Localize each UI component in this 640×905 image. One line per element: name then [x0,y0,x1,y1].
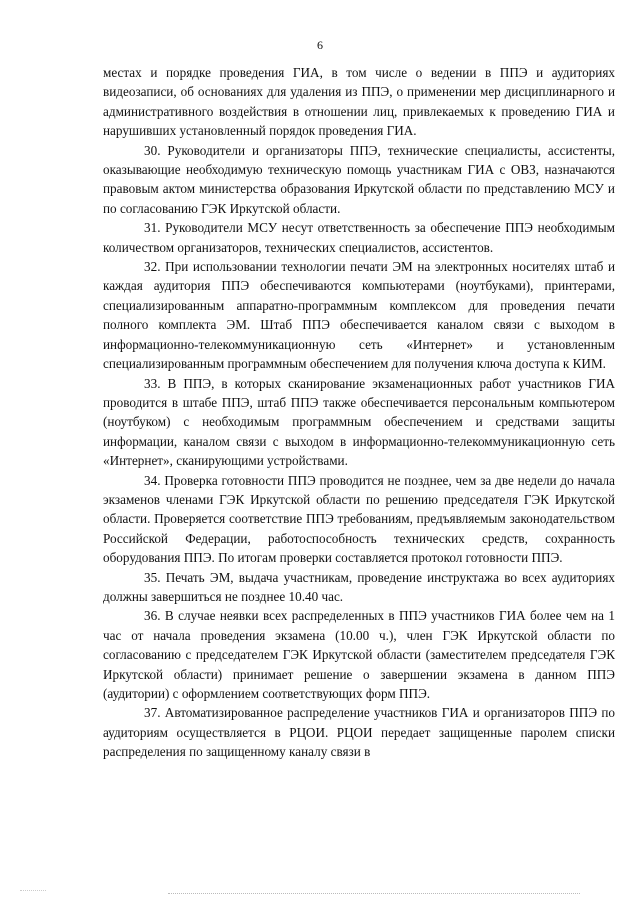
footer-scan-line [168,893,580,894]
paragraph-31: 31. Руководители МСУ несут ответственность за обеспечение ППЭ необходимым количеством организаторов, технических специалистов, ассистентов. [103,220,615,255]
paragraph-33: 33. В ППЭ, в которых сканирование экзаменационных работ участников ГИА проводится в штабе ППЭ, штаб ППЭ также обеспечивается персональным компьютером (ноутбуком) с необходимым программным обеспечением и средствами защиты информации, каналом связи с выходом в информационно-телекоммуникационную сеть «Интернет», сканирующими устройствами. [103,375,615,469]
scan-artifact [20,890,46,891]
paragraph-continuation: местах и порядке проведения ГИА, в том числе о ведении в ППЭ и аудиториях видеозаписи, об основаниях для удаления из ППЭ, о применении мер дисциплинарного и административного воздействия в отношении лиц, привлекаемых к проведению ГИА и нарушивших установленный порядок проведения ГИА. [103,65,615,139]
paragraph-36: 36. В случае неявки всех распределенных в ППЭ участников ГИА более чем на 1 час от начала проведения экзамена (10.00 ч.), член ГЭК Иркутской области по согласованию с председателем ГЭК Иркутской области (заместителем председателя ГЭК Иркутской области) принимает решение о завершении экзамена в данном ППЭ (аудитории) с оформлением соответствующих форм ППЭ. [103,608,615,701]
page-number: 6 [317,38,323,52]
document-body [103,63,615,762]
paragraph-34: 34. Проверка готовности ППЭ проводится не позднее, чем за две недели до начала экзаменов членами ГЭК Иркутской области по решению председателя ГЭК Иркутской области. Проверяется соответствие ППЭ требованиям, предъявляемым законодательством Российской Федерации, работоспособность технических средств, сохранность оборудования ППЭ. По итогам проверки составляется протокол готовности ППЭ. [103,472,615,566]
paragraph-32: 32. При использовании технологии печати ЭМ на электронных носителях штаб и каждая аудитория ППЭ обеспечиваются компьютерами (ноутбуками), принтерами, специализированным аппаратно-программным комплексом для проведения печати полного комплекта ЭМ. Штаб ППЭ обеспечивается каналом связи с выходом в информационно-телекоммуникационную сеть «Интернет» и установленным специализированным программным обеспечением для получения ключа доступа к КИМ. [103,259,615,372]
paragraph-30: 30. Руководители и организаторы ППЭ, технические специалисты, ассистенты, оказывающие необходимую техническую помощь участникам ГИА с ОВЗ, назначаются правовым актом министерства образования Иркутской области по представлению МСУ и по согласованию ГЭК Иркутской области. [103,142,615,216]
paragraph-37: 37. Автоматизированное распределение участников ГИА и организаторов ППЭ по аудиториям осуществляется в РЦОИ. РЦОИ передает защищенные паролем списки распределения по защищенному каналу связи в [103,705,615,760]
paragraph-35: 35. Печать ЭМ, выдача участникам, проведение инструктажа во всех аудиториях должны завершиться не позднее 10.40 час. [103,569,615,604]
